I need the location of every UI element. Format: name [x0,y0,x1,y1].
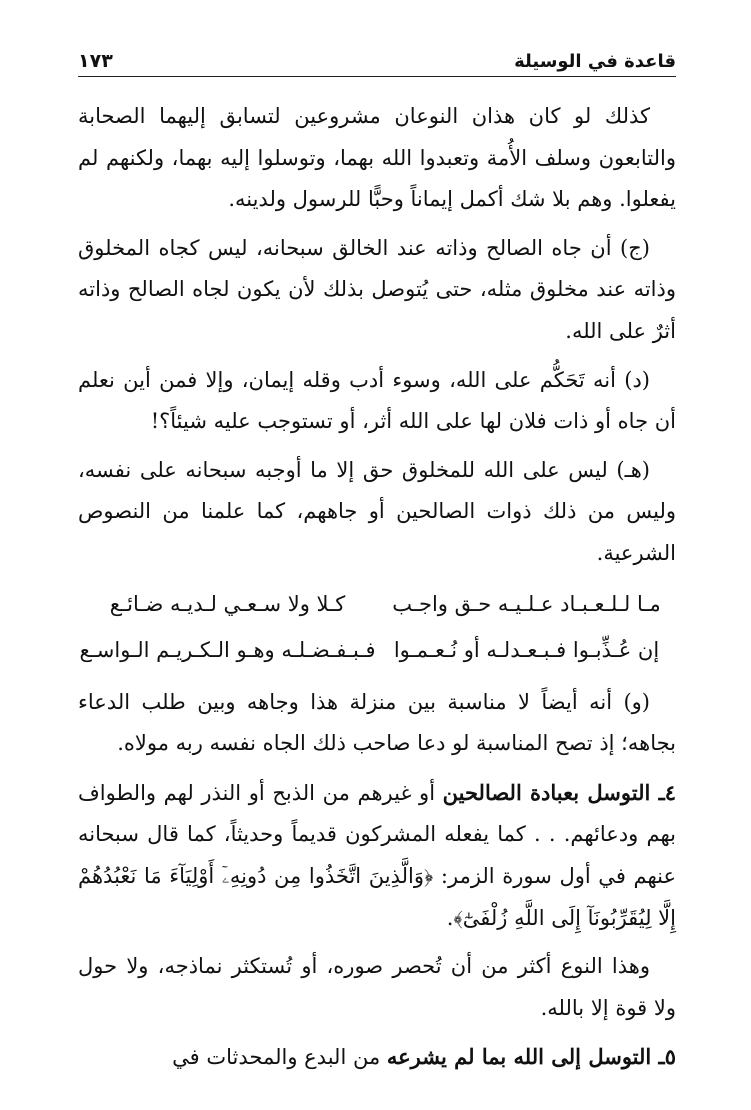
paragraph-1: كذلك لو كان هذان النوعان مشروعين لتسابق إليهما الصحابة والتابعون وسلف الأُمة وتعبدوا الله بهما، وتوسلوا إليه بهما، ولكنهم لم يفعلوا. وهم بلا شك أكمل إيماناً وحبًّا للرسول ولدينه. [78,104,676,212]
section-5 [78,1036,676,1079]
page-body [78,96,676,1086]
poem-line-2-first-hemistich: إن عُـذِّبـوا فـبـعـدلـه أو نُـعـمـوا [393,637,660,662]
page-number: ١٧٣ [78,50,113,72]
paragraph-ha: (هـ) ليس على الله للمخلوق حق إلا ما أوجبه سبحانه على نفسه، وليس من ذلك ذوات الصالحين أو جاههم، كما علمنا من النصوص الشرعية. [78,457,676,565]
section-4-text: أو غيرهم من الذبح أو النذر لهم والطواف بهم ودعائهم. . . كما يفعله المشركون قديماً وحديثاً، كما قال سبحانه عنهم في أول سورة الزمر: [78,780,676,888]
section-5-text: من البدع والمحدثات في [172,1045,387,1070]
poem-line-2-second-hemistich: فـبـفـضـلـه وهـو الـكـريـم الـواسـع [79,637,376,662]
poem-line-1 [78,582,676,628]
quran-verse: ﴿وَالَّذِينَ اتَّخَذُوا مِن دُونِهِۦٓ أَوْلِيَآءَ مَا نَعْبُدُهُمْ إِلَّا لِيُقَرِّبُونَآ إِلَى اللَّهِ زُلْفَىٰٓ﴾ [78,863,676,930]
section-4-end: . [446,905,454,930]
poem [78,582,676,674]
running-header [78,42,676,77]
poem-line-1-first-hemistich: مـا لـلـعـبـاد عـلـيـه حـق واجـب [392,591,661,616]
poem-line-2 [78,628,676,674]
section-4 [78,772,676,939]
running-title: قاعدة في الوسيلة [514,51,676,72]
section-4-heading: ٤ـ التوسل بعبادة الصالحين [442,779,676,805]
paragraph-dal: (د) أنه تَحَكُّم على الله، وسوء أدب وقله إيمان، وإلا فمن أين نعلم أن جاه أو ذات فلان لها على الله أثر، أو تستوجب عليه شيئاً؟! [78,367,676,434]
paragraph-waw: (و) أنه أيضاً لا مناسبة بين منزلة هذا وجاهه وبين طلب الدعاء بجاهه؛ إذ تصح المناسبة لو دعا صاحب ذلك الجاه نفسه ربه مولاه. [78,689,676,756]
paragraph-7: وهذا النوع أكثر من أن تُحصر صوره، أو تُستكثر نماذجه، ولا حول ولا قوة إلا بالله. [78,954,676,1020]
section-5-heading: ٥ـ التوسل إلى الله بما لم يشرعه [386,1044,676,1070]
paragraph-jim: (ج) أن جاه الصالح وذاته عند الخالق سبحانه، ليس كجاه المخلوق وذاته عند مخلوق مثله، حتى يُتوصل بذلك لأن يكون لجاه الصالح وذاته أثرٌ على الله. [78,235,676,343]
poem-line-1-second-hemistich: كـلا ولا سـعـي لـديـه ضـائـع [109,591,346,616]
